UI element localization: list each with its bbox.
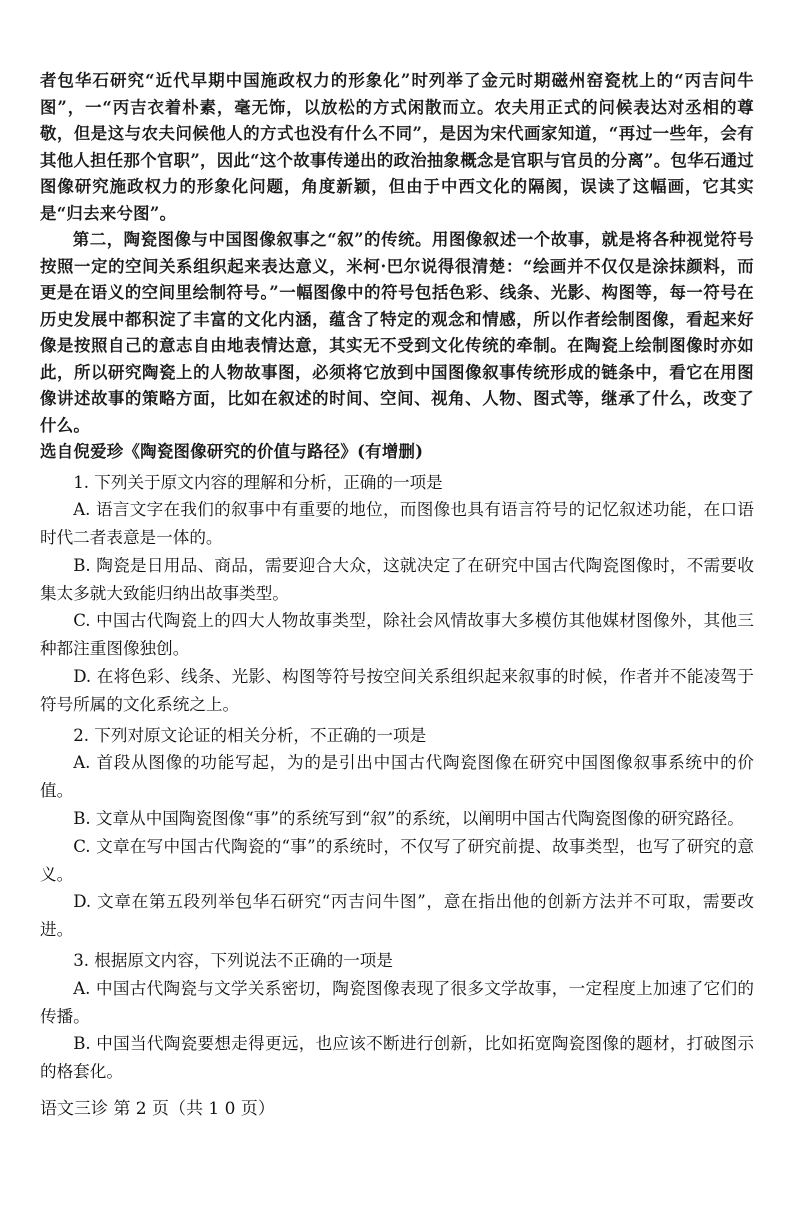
option-a: A. 中国古代陶瓷与文学关系密切，陶瓷图像表现了很多文学故事，一定程度上加速了它们的传播。	[40, 978, 754, 1026]
question-stem: 2. 下列对原文论证的相关分析，不正确的一项是	[73, 725, 427, 745]
option-b: B. 文章从中国陶瓷图像“事”的系统写到“叙”的系统，以阐明中国古代陶瓷图像的研究路径。	[73, 809, 744, 829]
page-footer: 语文三诊 第 2 页（共 1 0 页）	[40, 1099, 275, 1119]
option-d: D. 在将色彩、线条、光影、构图等符号按空间关系组织起来叙事的时候，作者并不能凌驾于符号所属的文化系统之上。	[40, 667, 754, 714]
option-c: C. 中国古代陶瓷上的四大人物故事类型，除社会风情故事大多模仿其他媒材图像外，其他三种都注重图像独创。	[40, 611, 754, 659]
option-b: B. 中国当代陶瓷要想走得更远，也应该不断进行创新，比如拓宽陶瓷图像的题材，打破图示的格套化。	[40, 1034, 754, 1082]
passage-paragraph-1: 者包华石研究“近代早期中国施政权力的形象化”时列举了金元时期磁州窑瓷枕上的“丙吉问牛图”，一“丙吉衣着朴素，毫无饰，以放松的方式闲散而立。农夫用正式的问候表达对丞相的尊敬，但是这与农夫问候他人的方式也没有什么不同”，是因为宋代画家知道，“再过一些年，会有其他人担任那个官职”，因此“这个故事传递出的政治抽象概念是官职与官员的分离”。包华石通过图像研究施政权力的形象化问题，角度新颖，但由于中西文化的隔阂，误读了这幅画，它其实是“归去来兮图”。	[40, 71, 754, 223]
question-1	[40, 469, 754, 719]
option-a: A. 首段从图像的功能写起，为的是引出中国古代陶瓷图像在研究中国图像叙事系统中的价值。	[40, 753, 754, 801]
option-d: D. 文章在第五段列举包华石研究“丙吉问牛图”，意在指出他的创新方法并不可取，需要改进。	[40, 892, 754, 940]
option-c: C. 文章在写中国古代陶瓷的“事”的系统时，不仅写了研究前提、故事类型，也写了研究的意义。	[40, 836, 754, 884]
question-3	[40, 947, 754, 1086]
question-list	[40, 469, 754, 1087]
passage-source: 选自倪爱珍《陶瓷图像研究的价值与路径》(有增删)	[40, 442, 424, 461]
option-a: A. 语言文字在我们的叙事中有重要的地位，而图像也具有语言符号的记忆叙述功能，在口语时代二者表意是一体的。	[40, 500, 754, 548]
question-2	[40, 722, 754, 944]
passage-paragraph-2: 第二，陶瓷图像与中国图像叙事之“叙”的传统。用图像叙述一个故事，就是将各种视觉符号按照一定的空间关系组织起来表达意义，米柯·巴尔说得很清楚：“绘画并不仅仅是涂抹颜料，而更是在语义的空间里绘制符号。”一幅图像中的符号包括色彩、线条、光影、构图等，每一符号在历史发展中都积淀了丰富的文化内涵，蕴含了特定的观念和情感，所以作者绘制图像，看起来好像是按照自己的意志自由地表情达意，其实无不受到文化传统的牵制。在陶瓷上绘制图像时亦如此，所以研究陶瓷上的人物故事图，必须将它放到中国图像叙事传统形成的链条中，看它在用图像讲述故事的策略方面，比如在叙述的时间、空间、视角、人物、图式等，继承了什么，改变了什么。	[40, 230, 754, 435]
question-stem: 1. 下列关于原文内容的理解和分析，正确的一项是	[73, 472, 443, 492]
option-b: B. 陶瓷是日用品、商品，需要迎合大众，这就决定了在研究中国古代陶瓷图像时，不需要收集太多就大致能归纳出故事类型。	[40, 555, 754, 603]
question-stem: 3. 根据原文内容，下列说法不正确的一项是	[73, 951, 393, 971]
reading-passage	[40, 68, 754, 466]
